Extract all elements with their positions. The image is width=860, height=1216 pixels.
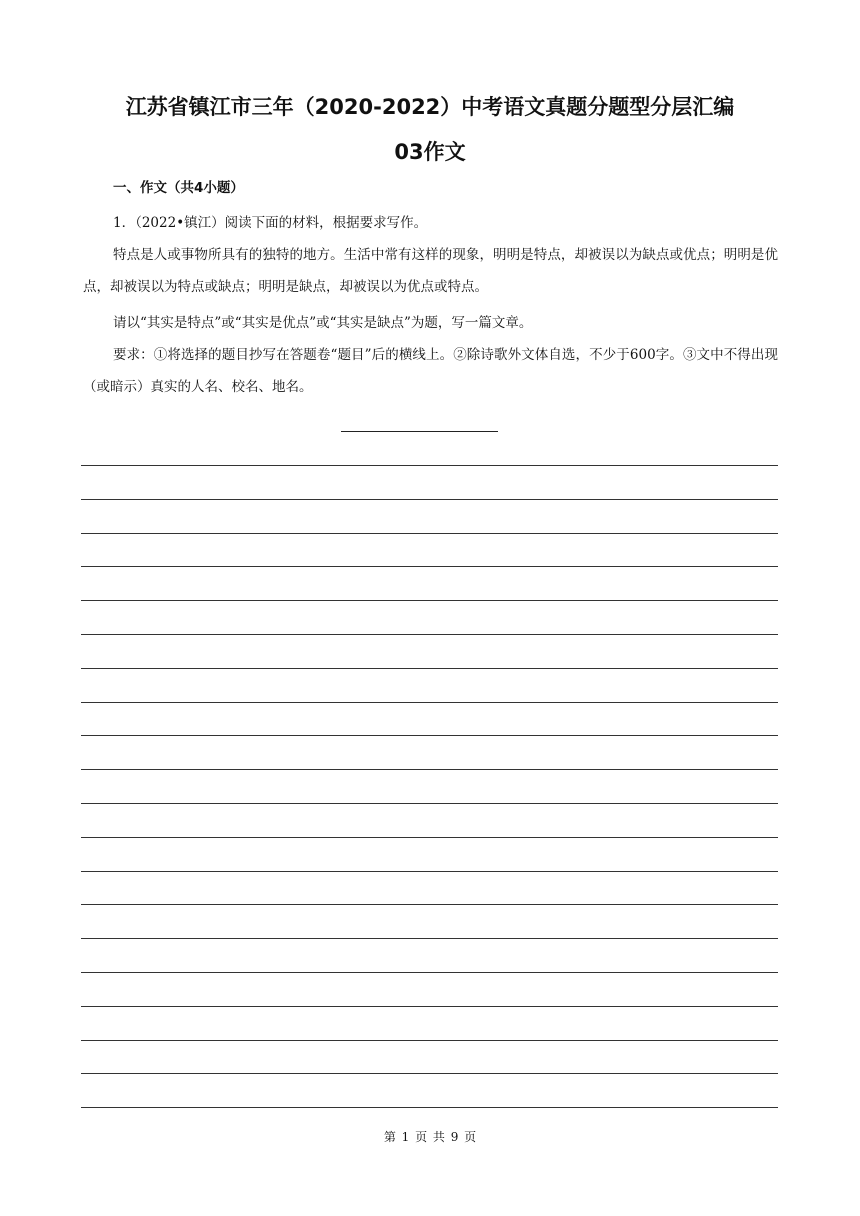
writing-line xyxy=(81,938,778,939)
writing-line xyxy=(81,972,778,973)
document-subtitle: 03作文 xyxy=(394,140,466,164)
writing-line xyxy=(81,1006,778,1007)
writing-line xyxy=(81,499,778,500)
writing-line xyxy=(81,533,778,534)
writing-line xyxy=(81,837,778,838)
writing-line xyxy=(81,1107,778,1108)
section-heading: 一、作文（共4小题） xyxy=(113,180,244,196)
writing-line xyxy=(81,1073,778,1074)
writing-line xyxy=(81,1040,778,1041)
essay-title-blank-line[interactable] xyxy=(341,431,498,432)
question-prompt: 请以“其实是特点”或“其实是优点”或“其实是缺点”为题，写一篇文章。 xyxy=(113,315,533,331)
writing-line xyxy=(81,600,778,601)
writing-line xyxy=(81,668,778,669)
writing-line xyxy=(81,566,778,567)
writing-line xyxy=(81,465,778,466)
writing-line xyxy=(81,735,778,736)
writing-line xyxy=(81,634,778,635)
question-intro: 1．（2022•镇江）阅读下面的材料，根据要求写作。 xyxy=(113,215,428,231)
writing-line xyxy=(81,769,778,770)
writing-line xyxy=(81,702,778,703)
writing-line xyxy=(81,904,778,905)
writing-line xyxy=(81,803,778,804)
document-title: 江苏省镇江市三年（2020-2022）中考语文真题分题型分层汇编 xyxy=(125,95,735,119)
question-material: 特点是人或事物所具有的独特的地方。生活中常有这样的现象，明明是特点，却被误以为缺点或优点；明明是优点，却被误以为特点或缺点；明明是缺点，却被误以为优点或特点。 xyxy=(83,247,778,295)
writing-line xyxy=(81,871,778,872)
page-footer: 第 1 页 共 9 页 xyxy=(383,1130,477,1144)
question-requirements: 要求：①将选择的题目抄写在答题卷“题目”后的横线上。②除诗歌外文体自选，不少于600字。③文中不得出现（或暗示）真实的人名、校名、地名。 xyxy=(83,347,778,395)
